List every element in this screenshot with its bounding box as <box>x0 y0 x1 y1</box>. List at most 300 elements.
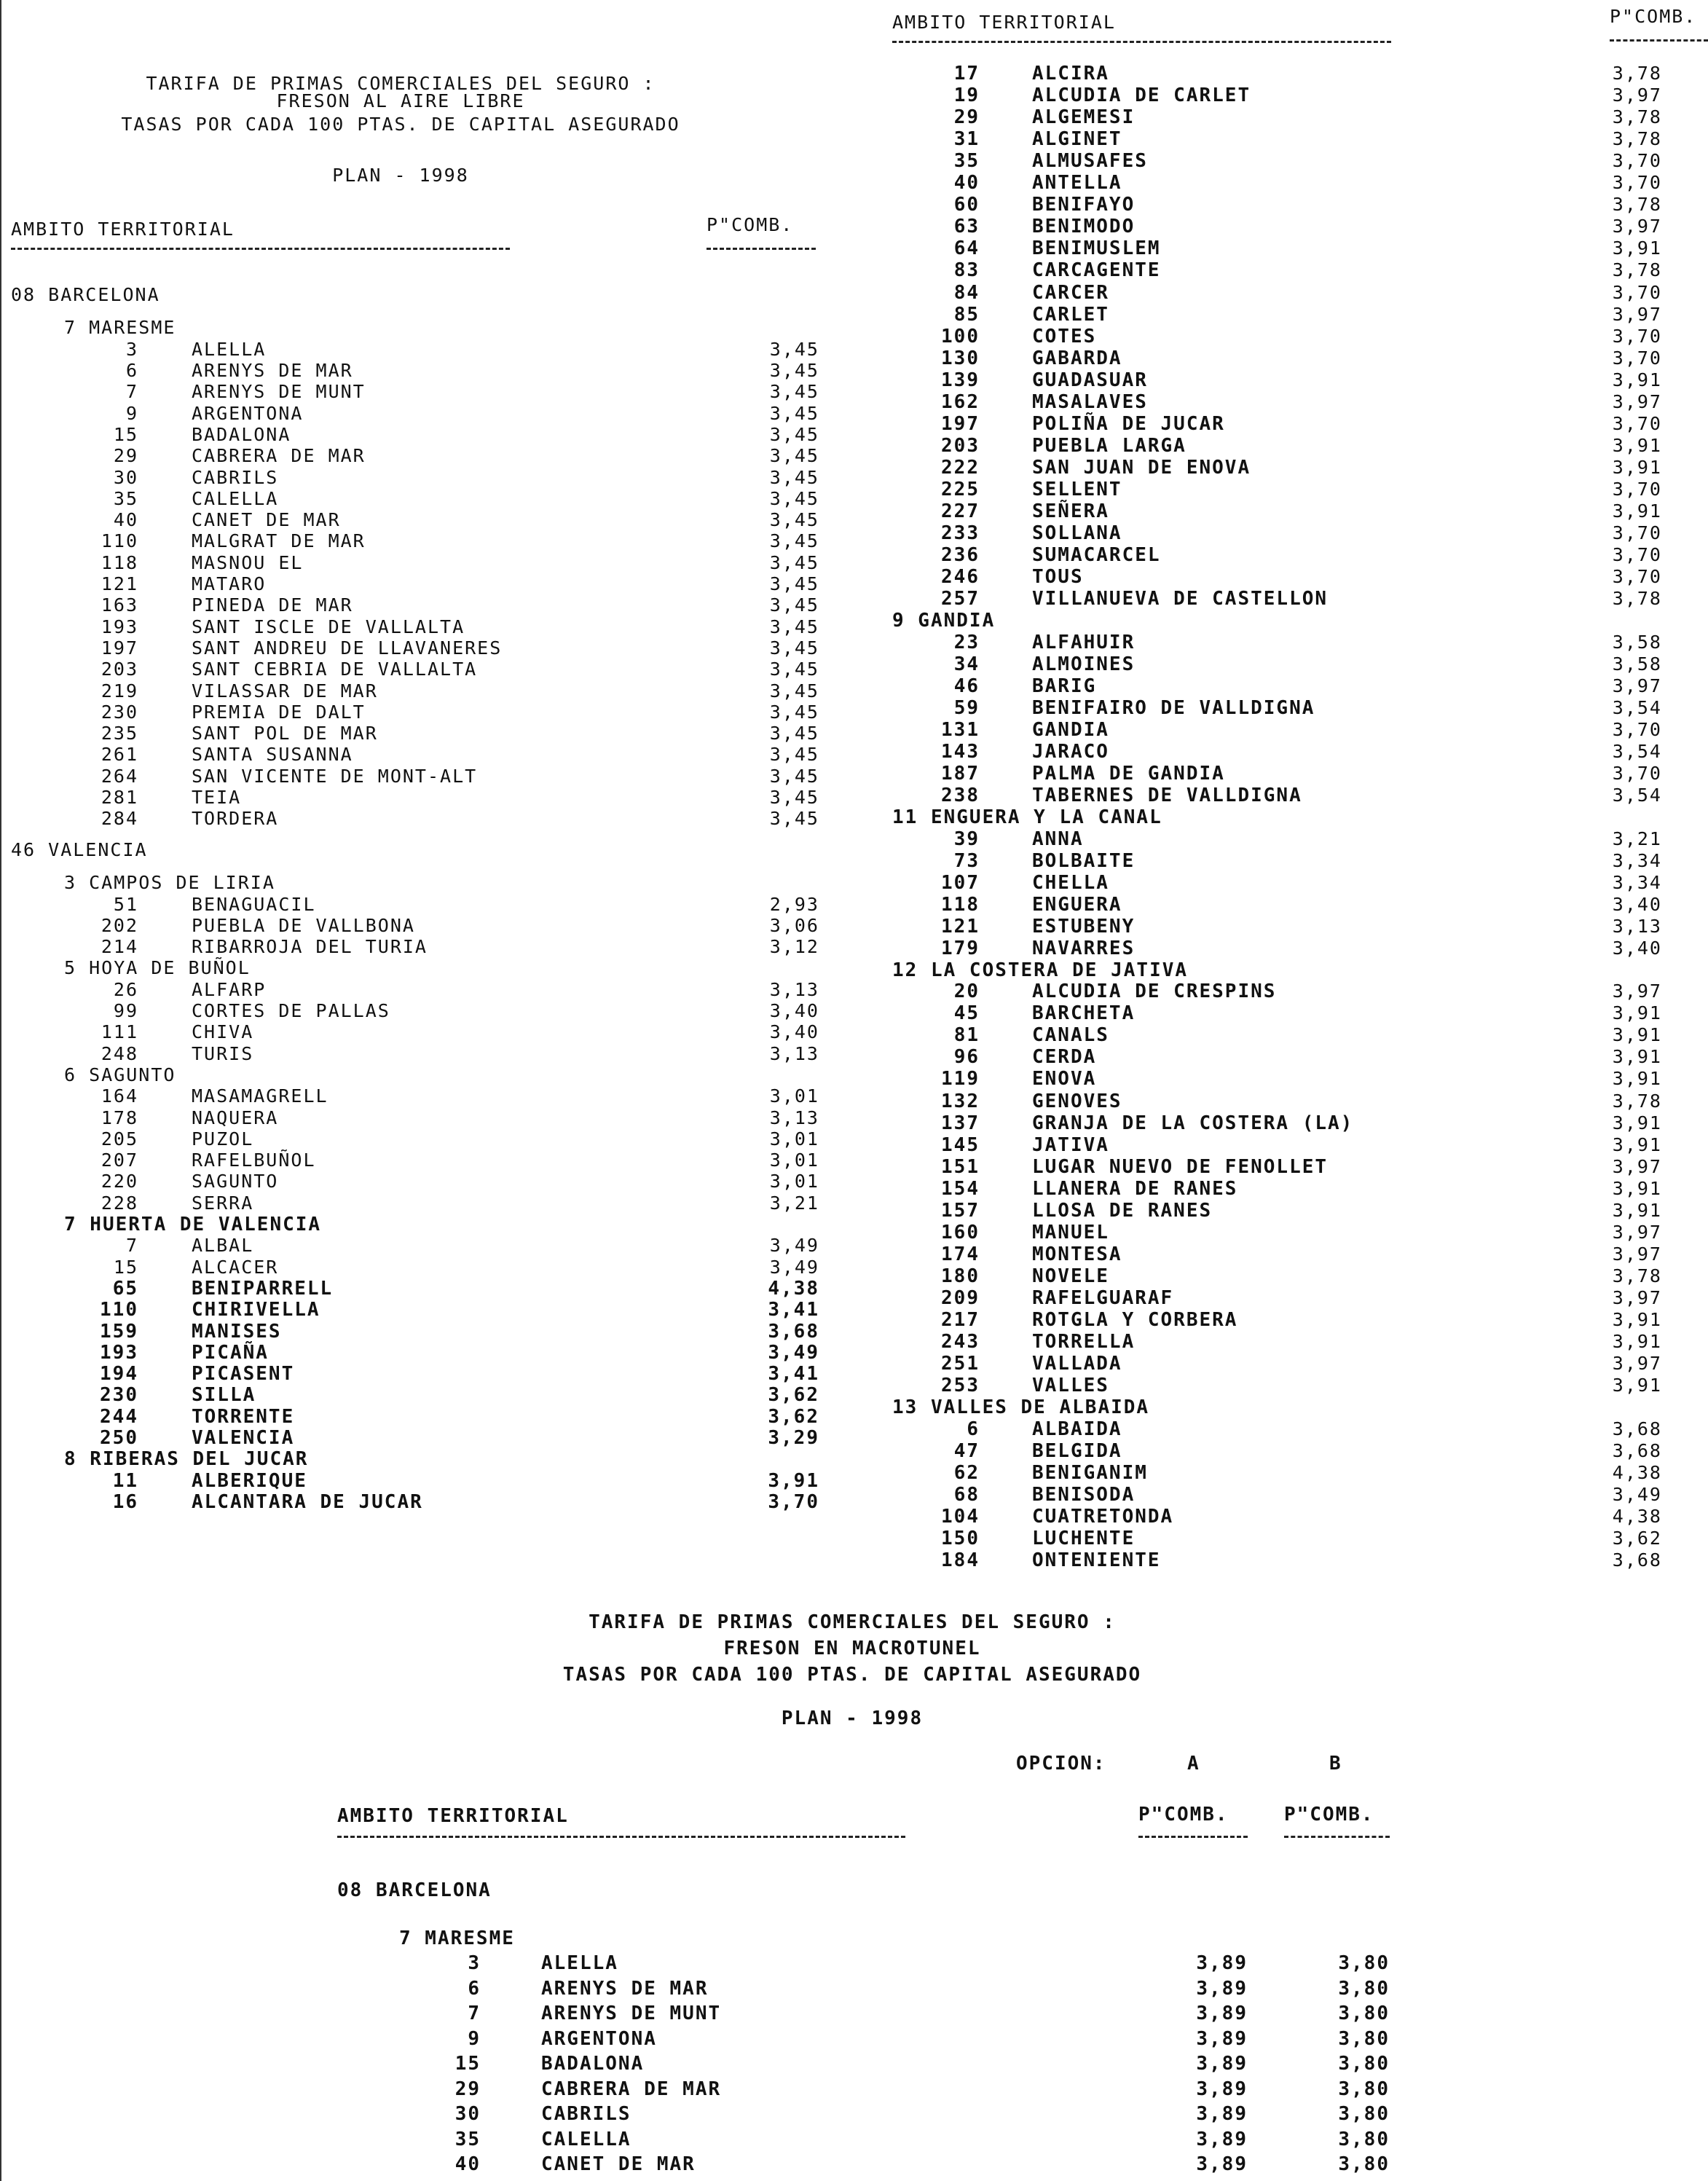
row-rate: 3,45 <box>769 723 819 744</box>
row-code: 203 <box>101 659 138 680</box>
row-code: 40 <box>953 172 980 194</box>
row-municipality: CABRILS <box>192 466 279 488</box>
row-rate: 3,45 <box>769 445 819 467</box>
row-rate-a: 3,89 <box>1196 1952 1248 1974</box>
row-municipality: TABERNES DE VALLDIGNA <box>1032 785 1302 807</box>
row-rate: 3,91 <box>1612 1309 1662 1331</box>
row-code: 205 <box>101 1128 138 1150</box>
row-rate: 3,29 <box>768 1427 819 1449</box>
row-code: 244 <box>100 1405 138 1428</box>
row-rate-a: 3,89 <box>1196 2027 1248 2050</box>
row-code: 96 <box>953 1046 980 1069</box>
row-rate: 3,78 <box>1612 63 1662 84</box>
row-rate: 3,70 <box>1612 281 1662 303</box>
row-rate: 3,58 <box>1612 631 1662 653</box>
row-code: 40 <box>113 509 138 531</box>
row-municipality: ENGUERA <box>1032 893 1122 916</box>
row-municipality: COTES <box>1032 325 1097 347</box>
row-rate: 3,70 <box>768 1490 819 1513</box>
row-municipality: BENIPARRELL <box>192 1277 334 1300</box>
row-code: 197 <box>941 412 980 435</box>
row-rate: 3,49 <box>768 1341 819 1364</box>
row-municipality: PICAÑA <box>192 1341 269 1364</box>
row-code: 157 <box>941 1199 980 1222</box>
row-municipality: GANDIA <box>1032 718 1109 741</box>
row-rate: 3,54 <box>1612 785 1662 806</box>
left-ambito-header: AMBITO TERRITORIAL <box>11 219 235 240</box>
left-pcomb-header: P"COMB. <box>707 214 794 235</box>
row-rate-a: 3,89 <box>1196 1977 1248 2000</box>
row-rate: 3,70 <box>1612 522 1662 544</box>
row-code: 219 <box>101 680 138 702</box>
row-code: 110 <box>100 1299 138 1321</box>
row-rate: 3,70 <box>1612 478 1662 500</box>
row-municipality: CERDA <box>1032 1046 1097 1069</box>
row-code: 174 <box>941 1243 980 1265</box>
region-heading: 13 VALLES DE ALBAIDA <box>892 1396 1150 1419</box>
row-code: 253 <box>941 1375 980 1397</box>
row-rate-b: 3,80 <box>1338 2153 1390 2175</box>
row-municipality: MASALAVES <box>1032 390 1148 413</box>
row-municipality: ONTENIENTE <box>1032 1549 1161 1571</box>
row-code: 251 <box>941 1353 980 1375</box>
row-code: 250 <box>100 1427 138 1449</box>
row-code: 121 <box>101 573 138 594</box>
row-rate: 3,45 <box>769 423 819 445</box>
row-code: 29 <box>454 2078 481 2100</box>
row-municipality: ALCUDIA DE CARLET <box>1032 85 1251 107</box>
row-code: 9 <box>125 402 138 424</box>
row-rate: 3,62 <box>1612 1527 1662 1549</box>
row-rate: 3,12 <box>769 936 819 958</box>
row-municipality: BENIFAYO <box>1032 194 1136 216</box>
row-municipality: SANT ANDREU DE LLAVANERES <box>192 637 503 659</box>
bottom-pcomb-a-header: P"COMB. <box>1138 1804 1229 1826</box>
row-municipality: ALBAL <box>192 1235 254 1257</box>
left-title-line-2: FRESON AL AIRE LIBRE <box>276 90 525 111</box>
row-code: 118 <box>941 893 980 916</box>
row-rate: 3,21 <box>769 1192 819 1214</box>
row-rate: 3,91 <box>1612 1177 1662 1199</box>
row-municipality: PUEBLA DE VALLBONA <box>192 914 415 936</box>
row-rate: 3,91 <box>1612 369 1662 390</box>
row-code: 62 <box>953 1461 980 1484</box>
row-rate-b: 3,80 <box>1338 2128 1390 2150</box>
row-rate: 3,91 <box>1612 1133 1662 1155</box>
row-code: 248 <box>101 1042 138 1064</box>
row-municipality: CUATRETONDA <box>1032 1505 1174 1528</box>
row-municipality: ALCUDIA DE CRESPINS <box>1032 981 1277 1003</box>
bottom-pcomb-b-rule <box>1284 1836 1390 1838</box>
row-municipality: CABRERA DE MAR <box>541 2078 722 2100</box>
row-municipality: ARENYS DE MUNT <box>192 381 366 403</box>
row-rate: 3,91 <box>768 1469 819 1492</box>
row-municipality: CANALS <box>1032 1024 1109 1047</box>
row-code: 178 <box>101 1107 138 1128</box>
row-code: 83 <box>953 259 980 282</box>
row-rate: 3,97 <box>1612 1221 1662 1243</box>
row-municipality: MASAMAGRELL <box>192 1085 328 1107</box>
row-code: 99 <box>113 1000 138 1021</box>
row-rate: 3,01 <box>769 1171 819 1192</box>
row-code: 151 <box>941 1155 980 1178</box>
row-rate-b: 3,80 <box>1338 2078 1390 2100</box>
row-municipality: CABRILS <box>541 2103 631 2125</box>
row-rate: 3,68 <box>1612 1549 1662 1571</box>
row-municipality: GUADASUAR <box>1032 369 1148 391</box>
bottom-title-line-1: TARIFA DE PRIMAS COMERCIALES DEL SEGURO : <box>589 1611 1116 1633</box>
row-rate: 3,97 <box>1612 216 1662 237</box>
row-code: 20 <box>953 981 980 1003</box>
left-title-line-3: TASAS POR CADA 100 PTAS. DE CAPITAL ASEGURADO <box>121 114 680 135</box>
row-code: 220 <box>101 1171 138 1192</box>
left-plan: PLAN - 1998 <box>332 165 469 186</box>
row-code: 39 <box>953 828 980 850</box>
row-code: 217 <box>941 1309 980 1332</box>
row-code: 281 <box>101 787 138 808</box>
row-rate: 3,97 <box>1612 1243 1662 1265</box>
row-rate: 3,45 <box>769 466 819 488</box>
row-municipality: ALGEMESI <box>1032 106 1136 129</box>
row-rate: 3,97 <box>1612 85 1662 106</box>
row-code: 60 <box>953 194 980 216</box>
row-municipality: CHIVA <box>192 1021 254 1043</box>
row-rate: 3,62 <box>768 1405 819 1428</box>
row-code: 179 <box>941 937 980 959</box>
row-municipality: MASNOU EL <box>192 551 304 573</box>
row-code: 132 <box>941 1090 980 1112</box>
row-rate: 3,54 <box>1612 740 1662 762</box>
row-municipality: ARENYS DE MAR <box>541 1977 709 2000</box>
row-municipality: GABARDA <box>1032 347 1122 369</box>
row-municipality: CARCAGENTE <box>1032 259 1161 282</box>
row-rate-b: 3,80 <box>1338 2103 1390 2125</box>
row-code: 30 <box>454 2103 481 2125</box>
row-municipality: MALGRAT DE MAR <box>192 530 366 552</box>
row-code: 9 <box>468 2027 481 2050</box>
row-municipality: RAFELBUÑOL <box>192 1150 316 1171</box>
row-municipality: BENIGANIM <box>1032 1461 1148 1484</box>
row-code: 225 <box>941 478 980 500</box>
row-municipality: BENAGUACIL <box>192 893 316 915</box>
row-municipality: BOLBAITE <box>1032 849 1136 872</box>
row-code: 238 <box>941 785 980 807</box>
row-rate: 3,45 <box>769 744 819 766</box>
row-rate: 3,40 <box>1612 893 1662 915</box>
row-municipality: CHIRIVELLA <box>192 1299 320 1321</box>
row-rate: 3,78 <box>1612 128 1662 150</box>
row-rate: 3,45 <box>769 637 819 659</box>
region-heading: 7 MARESME <box>64 317 176 339</box>
row-municipality: ARGENTONA <box>192 402 304 424</box>
bottom-pcomb-a-rule <box>1138 1836 1248 1838</box>
row-municipality: CABRERA DE MAR <box>192 445 366 467</box>
row-rate: 3,40 <box>769 1021 819 1043</box>
row-rate: 3,45 <box>769 530 819 552</box>
row-code: 197 <box>101 637 138 659</box>
province-heading: 08 BARCELONA <box>11 284 160 305</box>
row-code: 159 <box>100 1320 138 1343</box>
row-municipality: ARENYS DE MAR <box>192 360 353 381</box>
row-code: 107 <box>941 871 980 894</box>
row-rate: 3,45 <box>769 659 819 680</box>
row-rate: 3,70 <box>1612 718 1662 740</box>
page-left-edge <box>0 0 1 2181</box>
bottom-province: 08 BARCELONA <box>337 1879 492 1901</box>
row-rate: 3,45 <box>769 787 819 808</box>
row-municipality: CARCER <box>1032 281 1109 304</box>
row-municipality: LUGAR NUEVO DE FENOLLET <box>1032 1155 1329 1178</box>
row-code: 187 <box>941 762 980 785</box>
region-heading: 8 RIBERAS DEL JUCAR <box>64 1448 309 1471</box>
row-rate: 3,91 <box>1612 500 1662 522</box>
row-code: 35 <box>953 150 980 173</box>
row-municipality: VALLES <box>1032 1375 1109 1397</box>
row-municipality: SERRA <box>192 1192 254 1214</box>
row-rate: 3,41 <box>768 1363 819 1386</box>
row-code: 143 <box>941 740 980 763</box>
right-ambito-header: AMBITO TERRITORIAL <box>892 12 1116 33</box>
row-municipality: BARIG <box>1032 675 1097 697</box>
row-municipality: TORRELLA <box>1032 1331 1136 1353</box>
row-rate: 3,91 <box>1612 237 1662 259</box>
row-rate: 3,70 <box>1612 544 1662 566</box>
row-code: 145 <box>941 1133 980 1156</box>
row-rate: 3,97 <box>1612 1155 1662 1177</box>
row-code: 29 <box>113 445 138 467</box>
row-municipality: ROTGLA Y CORBERA <box>1032 1309 1238 1332</box>
row-code: 15 <box>113 423 138 445</box>
row-rate: 3,70 <box>1612 172 1662 194</box>
row-code: 130 <box>941 347 980 369</box>
row-code: 34 <box>953 653 980 675</box>
row-municipality: TORDERA <box>192 808 279 830</box>
row-municipality: VALLADA <box>1032 1353 1122 1375</box>
row-rate: 3,54 <box>1612 696 1662 718</box>
row-municipality: BADALONA <box>192 423 291 445</box>
row-municipality: ARENYS DE MUNT <box>541 2003 722 2024</box>
row-municipality: MANUEL <box>1032 1221 1109 1243</box>
row-rate: 3,78 <box>1612 106 1662 128</box>
row-rate: 3,91 <box>1612 1112 1662 1133</box>
row-code: 184 <box>941 1549 980 1571</box>
row-code: 30 <box>113 466 138 488</box>
row-code: 203 <box>941 434 980 457</box>
row-rate: 3,40 <box>769 1000 819 1021</box>
row-code: 154 <box>941 1177 980 1200</box>
row-rate: 3,45 <box>769 509 819 531</box>
row-municipality: SANT POL DE MAR <box>192 723 378 744</box>
row-rate: 3,62 <box>768 1384 819 1407</box>
row-rate: 3,70 <box>1612 412 1662 434</box>
row-rate: 3,68 <box>768 1320 819 1343</box>
row-code: 214 <box>101 936 138 958</box>
row-municipality: VALENCIA <box>192 1427 295 1449</box>
row-code: 257 <box>941 588 980 610</box>
row-rate: 3,97 <box>1612 1286 1662 1308</box>
row-code: 264 <box>101 765 138 787</box>
row-municipality: ANNA <box>1032 828 1084 850</box>
row-code: 15 <box>113 1256 138 1278</box>
row-rate: 4,38 <box>1612 1505 1662 1527</box>
row-code: 59 <box>953 696 980 719</box>
left-ambito-rule <box>11 248 510 250</box>
row-rate-a: 3,89 <box>1196 2128 1248 2150</box>
row-municipality: PALMA DE GANDIA <box>1032 762 1225 785</box>
row-rate: 3,49 <box>769 1256 819 1278</box>
row-rate-a: 3,89 <box>1196 2103 1248 2125</box>
row-code: 63 <box>953 216 980 238</box>
row-code: 236 <box>941 544 980 567</box>
row-rate: 3,13 <box>1612 915 1662 937</box>
row-rate: 3,49 <box>1612 1483 1662 1505</box>
row-municipality: TOUS <box>1032 566 1084 589</box>
right-ambito-rule <box>892 41 1391 43</box>
row-rate: 3,97 <box>1612 390 1662 412</box>
row-municipality: VILASSAR DE MAR <box>192 680 378 702</box>
row-rate: 3,34 <box>1612 871 1662 893</box>
row-code: 118 <box>101 551 138 573</box>
row-code: 3 <box>125 338 138 360</box>
row-code: 194 <box>100 1363 138 1386</box>
row-code: 46 <box>953 675 980 697</box>
row-municipality: PICASENT <box>192 1363 295 1386</box>
row-code: 119 <box>941 1068 980 1090</box>
row-municipality: SANTA SUSANNA <box>192 744 353 766</box>
row-municipality: CORTES DE PALLAS <box>192 1000 390 1021</box>
row-code: 17 <box>953 63 980 85</box>
row-code: 45 <box>953 1002 980 1025</box>
row-rate: 3,78 <box>1612 588 1662 610</box>
row-rate: 3,91 <box>1612 1024 1662 1046</box>
row-code: 40 <box>454 2153 481 2175</box>
row-municipality: ALBAIDA <box>1032 1418 1122 1440</box>
row-municipality: ALMUSAFES <box>1032 150 1148 173</box>
row-code: 284 <box>101 808 138 830</box>
row-municipality: ALMOINES <box>1032 653 1136 675</box>
row-municipality: CANET DE MAR <box>541 2153 696 2175</box>
row-rate-a: 3,89 <box>1196 2153 1248 2175</box>
row-code: 139 <box>941 369 980 391</box>
row-code: 6 <box>468 1977 481 2000</box>
row-rate: 3,78 <box>1612 1090 1662 1112</box>
region-heading: 6 SAGUNTO <box>64 1064 176 1085</box>
row-rate: 3,97 <box>1612 981 1662 1002</box>
row-municipality: ESTUBENY <box>1032 915 1136 938</box>
row-municipality: LLOSA DE RANES <box>1032 1199 1213 1222</box>
row-code: 160 <box>941 1221 980 1243</box>
row-municipality: RIBARROJA DEL TURIA <box>192 936 428 958</box>
row-rate-a: 3,89 <box>1196 2078 1248 2100</box>
row-code: 230 <box>101 701 138 723</box>
row-municipality: BARCHETA <box>1032 1002 1136 1025</box>
row-rate: 4,38 <box>768 1277 819 1300</box>
row-rate: 4,38 <box>1612 1461 1662 1483</box>
row-municipality: MONTESA <box>1032 1243 1122 1265</box>
row-rate-a: 3,89 <box>1196 2053 1248 2075</box>
row-rate-b: 3,80 <box>1338 1977 1390 2000</box>
row-municipality: POLIÑA DE JUCAR <box>1032 412 1225 435</box>
row-code: 246 <box>941 566 980 589</box>
row-code: 6 <box>125 360 138 381</box>
row-code: 15 <box>454 2053 481 2075</box>
row-rate-b: 3,80 <box>1338 2003 1390 2024</box>
row-municipality: SOLLANA <box>1032 522 1122 545</box>
row-municipality: MATARO <box>192 573 267 594</box>
row-rate-b: 3,80 <box>1338 2027 1390 2050</box>
row-rate: 3,91 <box>1612 434 1662 456</box>
row-code: 137 <box>941 1112 980 1134</box>
row-code: 207 <box>101 1150 138 1171</box>
row-municipality: PINEDA DE MAR <box>192 594 353 616</box>
row-rate: 3,91 <box>1612 1002 1662 1024</box>
row-municipality: CARLET <box>1032 303 1109 326</box>
left-title-line-1: TARIFA DE PRIMAS COMERCIALES DEL SEGURO : <box>146 73 656 94</box>
row-code: 233 <box>941 522 980 545</box>
row-rate: 3,58 <box>1612 653 1662 675</box>
row-municipality: CALELLA <box>192 487 279 509</box>
row-municipality: ALELLA <box>192 338 267 360</box>
row-municipality: PREMIA DE DALT <box>192 701 366 723</box>
row-code: 47 <box>953 1439 980 1462</box>
row-municipality: LLANERA DE RANES <box>1032 1177 1238 1200</box>
row-rate: 3,34 <box>1612 849 1662 871</box>
row-municipality: BENISODA <box>1032 1483 1136 1506</box>
row-rate: 3,45 <box>769 680 819 702</box>
row-code: 19 <box>953 85 980 107</box>
row-municipality: BELGIDA <box>1032 1439 1122 1462</box>
province-heading: 46 VALENCIA <box>11 838 148 860</box>
row-rate: 3,45 <box>769 765 819 787</box>
row-municipality: LUCHENTE <box>1032 1527 1136 1549</box>
row-rate: 3,13 <box>769 1107 819 1128</box>
row-municipality: BADALONA <box>541 2053 645 2075</box>
row-municipality: NOVELE <box>1032 1265 1109 1287</box>
row-code: 111 <box>101 1021 138 1043</box>
row-municipality: ALCACER <box>192 1256 279 1278</box>
row-municipality: JATIVA <box>1032 1133 1109 1156</box>
row-rate-b: 3,80 <box>1338 2053 1390 2075</box>
row-rate: 3,45 <box>769 338 819 360</box>
row-rate: 3,70 <box>1612 325 1662 347</box>
bottom-title-line-2: FRESON EN MACROTUNEL <box>723 1638 981 1659</box>
bottom-opcion-b: B <box>1329 1753 1342 1775</box>
row-code: 202 <box>101 914 138 936</box>
row-code: 68 <box>953 1483 980 1506</box>
row-code: 180 <box>941 1265 980 1287</box>
row-code: 230 <box>100 1384 138 1407</box>
row-code: 7 <box>125 381 138 403</box>
row-municipality: SUMACARCEL <box>1032 544 1161 567</box>
bottom-opcion-label: OPCION: <box>1016 1753 1106 1775</box>
bottom-pcomb-b-header: P"COMB. <box>1284 1804 1374 1826</box>
row-code: 16 <box>112 1490 138 1513</box>
row-rate: 3,01 <box>769 1150 819 1171</box>
row-municipality: ENOVA <box>1032 1068 1097 1090</box>
row-municipality: CANET DE MAR <box>192 509 341 531</box>
row-code: 163 <box>101 594 138 616</box>
row-code: 35 <box>113 487 138 509</box>
right-pcomb-rule <box>1610 39 1708 42</box>
row-code: 7 <box>468 2003 481 2024</box>
right-pcomb-header: P"COMB. <box>1610 6 1697 27</box>
left-pcomb-rule <box>707 248 816 250</box>
row-rate-a: 3,89 <box>1196 2003 1248 2024</box>
row-rate: 3,45 <box>769 360 819 381</box>
bottom-ambito-header: AMBITO TERRITORIAL <box>337 1805 569 1827</box>
row-rate: 3,13 <box>769 978 819 1000</box>
row-code: 64 <box>953 237 980 260</box>
